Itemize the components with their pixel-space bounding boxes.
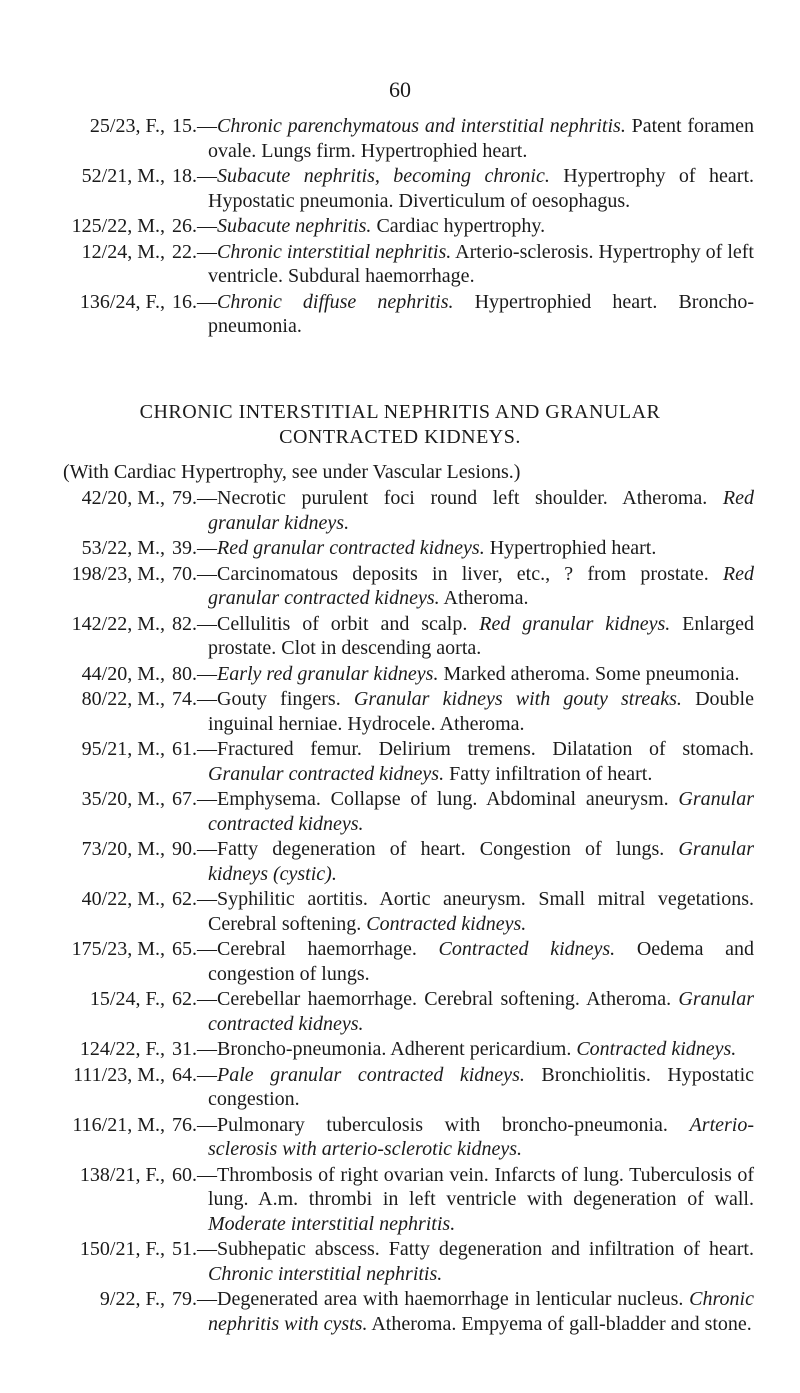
case-entry [0,486,800,535]
diagnosis-italic: Chronic interstitial nephritis. [217,240,452,263]
em-dash: — [197,165,217,187]
case-entry [0,1063,800,1112]
case-reference: 124/22, F., [79,1038,165,1060]
findings-text: Cerebral haemorrhage. [217,938,439,960]
em-dash: — [197,487,217,509]
age-number: 76. [172,1113,197,1136]
findings-text: Hypertrophied heart. [484,537,657,559]
age-number: 70. [172,562,197,585]
findings-text: Degenerated area with haemorrhage in lenticular nucleus. [217,1288,690,1310]
diagnosis-italic: Granular contracted kidneys. [208,762,445,785]
diagnosis-italic: Pale granular contracted kidneys. [217,1063,525,1086]
em-dash: — [197,1238,217,1260]
case-description [172,662,800,687]
em-dash: — [197,738,217,760]
em-dash: — [197,215,217,237]
case-entry [0,290,800,339]
age-number: 82. [172,612,197,635]
age-number: 15. [172,115,197,137]
case-reference: 150/21, F., [79,1238,165,1260]
findings-text: Double inguinal herniae. Hydrocele. Atheroma. [208,688,754,735]
findings-text: Atheroma. Empyema of gall-bladder and stone. [367,1312,752,1335]
case-entry [0,612,800,661]
case-reference: 12/24, M., [81,240,165,263]
em-dash: — [197,1288,217,1310]
case-description [172,486,800,535]
age-number: 18. [172,165,197,187]
em-dash: — [197,115,217,137]
case-entry [0,737,800,786]
age-number: 67. [172,788,197,810]
em-dash: — [197,562,217,585]
em-dash: — [197,537,217,559]
diagnosis-italic: Granular contracted kidneys. [208,788,754,835]
page-number: 60 [389,77,411,102]
findings-text: Hypertrophy of heart. Hypostatic pneumonia. Diverticulum of oesophagus. [208,165,755,212]
case-reference: 125/22, M., [71,215,165,237]
diagnosis-italic: Red granular kidneys. [479,612,671,635]
diagnosis-italic: Moderate interstitial nephritis. [208,1212,456,1235]
em-dash: — [197,1113,217,1136]
findings-text: Cardiac hypertrophy. [371,215,546,237]
em-dash: — [197,838,217,860]
age-number: 31. [172,1038,197,1060]
diagnosis-italic: Chronic nephritis with cysts. [208,1288,754,1335]
case-entry [0,987,800,1036]
case-description [172,887,800,936]
case-reference: 52/21, M., [81,165,165,187]
em-dash: — [197,1163,217,1186]
findings-text: Carcinomatous deposits in liver, etc., ? from prostate. [217,562,723,585]
age-number: 79. [172,487,197,509]
case-reference: 25/23, F., [89,115,165,137]
case-entry [0,887,800,936]
case-entry [0,1237,800,1286]
case-reference: 138/21, F., [79,1163,165,1186]
findings-text: Cellulitis of orbit and scalp. [217,612,480,635]
findings-text: Fractured femur. Delirium tremens. Dilatation of stomach. [217,738,754,760]
age-number: 62. [172,888,197,910]
case-reference: 95/21, M., [81,738,165,760]
age-number: 26. [172,215,197,237]
case-description [172,562,800,611]
diagnosis-italic: Granular kidneys with gouty streaks. [353,688,682,710]
case-reference: 53/22, M., [81,537,165,559]
diagnosis-italic: Chronic parenchymatous and interstitial nephritis. [217,115,626,137]
case-entry [0,1037,800,1062]
case-entry [0,837,800,886]
case-description [172,114,800,163]
findings-text: Hypertrophied heart. Broncho-pneumonia. [208,290,754,337]
diagnosis-italic: Subacute nephritis. [217,215,372,237]
findings-text: Fatty degeneration of heart. Congestion of lungs. [217,838,679,860]
case-reference: 9/22, F., [99,1288,165,1310]
age-number: 90. [172,838,197,860]
diagnosis-italic: Chronic interstitial nephritis. [208,1262,443,1285]
case-reference: 136/24, F., [79,290,165,313]
case-entry [0,536,800,561]
case-entry [0,662,800,687]
findings-text: Fatty infiltration of heart. [444,762,653,785]
case-description [172,1163,800,1237]
case-reference: 80/22, M., [81,688,165,710]
case-description [172,687,800,736]
findings-text: Subhepatic abscess. Fatty degeneration and infiltration of heart. [217,1238,754,1260]
age-number: 79. [172,1288,197,1310]
diagnosis-italic: Contracted kidneys. [366,912,527,935]
findings-text: Necrotic purulent foci round left shoulder. Atheroma. [217,487,723,509]
cross-reference-note: (With Cardiac Hypertrophy, see under Vascular Lesions.) [63,461,521,483]
case-list-granular-kidneys [0,486,800,1337]
case-description [172,536,800,561]
case-entry [0,687,800,736]
case-description [172,787,800,836]
diagnosis-italic: Red granular kidneys. [208,487,754,534]
case-reference: 111/23, M., [73,1063,165,1086]
case-entry [0,240,800,289]
case-description [172,1063,800,1112]
case-reference: 116/21, M., [72,1113,165,1136]
case-description [172,937,800,986]
case-reference: 142/22, M., [71,612,165,635]
case-description [172,240,800,289]
findings-text: Broncho-pneumonia. Adherent pericardium. [217,1038,577,1060]
em-dash: — [197,662,217,685]
age-number: 61. [172,738,197,760]
case-reference: 15/24, F., [89,988,165,1010]
section-heading-line-2: CONTRACTED KIDNEYS. [279,425,521,448]
case-reference: 175/23, M., [71,938,165,960]
age-number: 39. [172,537,197,559]
case-entry [0,114,800,163]
findings-text: Atheroma. [439,587,529,609]
em-dash: — [197,612,217,635]
case-entry [0,1287,800,1336]
case-description [172,837,800,886]
diagnosis-italic: Red granular contracted kidneys. [208,562,754,609]
section-heading-line-1: CHRONIC INTERSTITIAL NEPHRITIS AND GRANULAR [139,401,661,423]
findings-text: Thrombosis of right ovarian vein. Infarcts of lung. Tuberculosis of lung. A.m. thrombi in left ventricle with degeneration of wall. [208,1163,754,1210]
findings-text: Oedema and congestion of lungs. [208,938,754,985]
em-dash: — [197,290,217,313]
case-entry [0,214,800,239]
age-number: 62. [172,988,197,1010]
diagnosis-italic: Contracted kidneys. [576,1038,737,1060]
case-reference: 35/20, M., [81,788,165,810]
age-number: 80. [172,662,197,685]
case-description [172,164,800,213]
findings-text: Patent foramen ovale. Lungs firm. Hypertrophied heart. [208,115,754,162]
case-reference: 44/20, M., [81,662,165,685]
findings-text: Cerebellar haemorrhage. Cerebral softening. Atheroma. [217,988,679,1010]
diagnosis-italic: Arterio-sclerosis with arterio-sclerotic kidneys. [208,1113,754,1160]
age-number: 16. [172,290,197,313]
case-reference: 73/20, M., [81,838,165,860]
findings-text: Emphysema. Collapse of lung. Abdominal aneurysm. [217,788,679,810]
em-dash: — [197,240,217,263]
case-description [172,1113,800,1162]
em-dash: — [197,1038,217,1060]
findings-text: Syphilitic aortitis. Aortic aneurysm. Small mitral vegetations. Cerebral softening. [208,888,754,935]
case-description [172,1287,800,1336]
section-heading-block [0,400,800,485]
em-dash: — [197,788,217,810]
age-number: 51. [172,1238,197,1260]
case-description [172,1037,800,1062]
em-dash: — [197,988,217,1010]
age-number: 65. [172,938,197,960]
case-entry [0,787,800,836]
findings-text: Arterio-sclerosis. Hypertrophy of left ventricle. Subdural haemorrhage. [208,240,754,287]
case-description [172,290,800,339]
age-number: 74. [172,688,197,710]
diagnosis-italic: Red granular contracted kidneys. [217,537,485,559]
case-description [172,214,800,239]
case-entry [0,1163,800,1237]
age-number: 64. [172,1063,197,1086]
case-description [172,737,800,786]
case-entry [0,562,800,611]
em-dash: — [197,938,217,960]
diagnosis-italic: Early red granular kidneys. [217,662,439,685]
findings-text: Pulmonary tuberculosis with broncho-pneumonia. [217,1113,690,1136]
case-entry [0,164,800,213]
case-description [172,987,800,1036]
case-reference: 198/23, M., [71,562,165,585]
age-number: 60. [172,1163,197,1186]
age-number: 22. [172,240,197,263]
case-reference: 40/22, M., [81,888,165,910]
diagnosis-italic: Contracted kidneys. [438,938,616,960]
case-entry [0,1113,800,1162]
findings-text: Bronchiolitis. Hypostatic congestion. [208,1063,755,1110]
case-entry [0,937,800,986]
findings-text: Enlarged prostate. Clot in descending aorta. [208,612,754,659]
diagnosis-italic: Granular contracted kidneys. [208,988,754,1035]
case-reference: 42/20, M., [81,487,165,509]
em-dash: — [197,1063,217,1086]
diagnosis-italic: Granular kidneys (cystic). [208,838,754,885]
case-list-nephritis [0,114,800,340]
case-description [172,1237,800,1286]
case-description [172,612,800,661]
diagnosis-italic: Subacute nephritis, becoming chronic. [217,165,550,187]
diagnosis-italic: Chronic diffuse nephritis. [217,290,454,313]
findings-text: Gouty fingers. [217,688,354,710]
em-dash: — [197,688,217,710]
findings-text: Marked atheroma. Some pneumonia. [438,662,740,685]
em-dash: — [197,888,217,910]
